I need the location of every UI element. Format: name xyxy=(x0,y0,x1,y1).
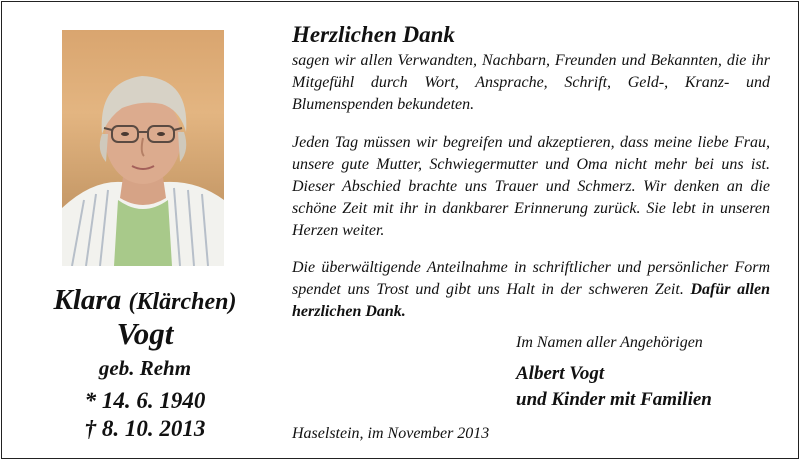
sympathy-text: Die überwältigende Anteilnahme in schriftlicher und persönlicher Form spendet uns Trost und gibt uns Halt in der schweren Zeit. xyxy=(292,259,770,298)
sympathy-paragraph xyxy=(292,257,770,323)
deceased-name xyxy=(20,283,270,319)
signature-family: und Kinder mit Familien xyxy=(516,389,712,410)
nickname: (Klärchen) xyxy=(128,289,237,315)
first-name: Klara xyxy=(53,284,122,316)
sympathy-thanks: Dafür allen herzlichen Dank. xyxy=(292,281,771,320)
death-date: † 8. 10. 2013 xyxy=(84,416,206,441)
remembrance-paragraph: Jeden Tag müssen wir begreifen und akzeptieren, dass meine liebe Frau, unsere gute Mutter, Schwiegermutter und Oma nicht mehr bei uns ist. Dieser Abschied brachte uns Trauer und Schmerz. Wir denken an die schöne Zeit mit ihr in dankbarer Erinnerung zurück. Sie lebt in unseren Herzen weiter. xyxy=(292,134,770,239)
portrait-illustration xyxy=(62,30,224,266)
place-and-date: Haselstein, im November 2013 xyxy=(292,425,490,442)
on-behalf-line: Im Namen aller Angehörigen xyxy=(516,334,703,351)
maiden-name: geb. Rehm xyxy=(98,356,192,380)
portrait-photo xyxy=(62,30,224,266)
signature-name: Albert Vogt xyxy=(516,363,605,384)
thanks-paragraph: sagen wir allen Verwandten, Nachbarn, Freunden und Bekannten, die ihr Mitgefühl durch Wort, Ansprache, Schrift, Geld-, Kranz- und Blumenspenden bekundeten. xyxy=(292,52,770,113)
birth-date: * 14. 6. 1940 xyxy=(84,388,206,413)
last-name: Vogt xyxy=(116,316,174,351)
notice-title: Herzlichen Dank xyxy=(292,22,455,47)
